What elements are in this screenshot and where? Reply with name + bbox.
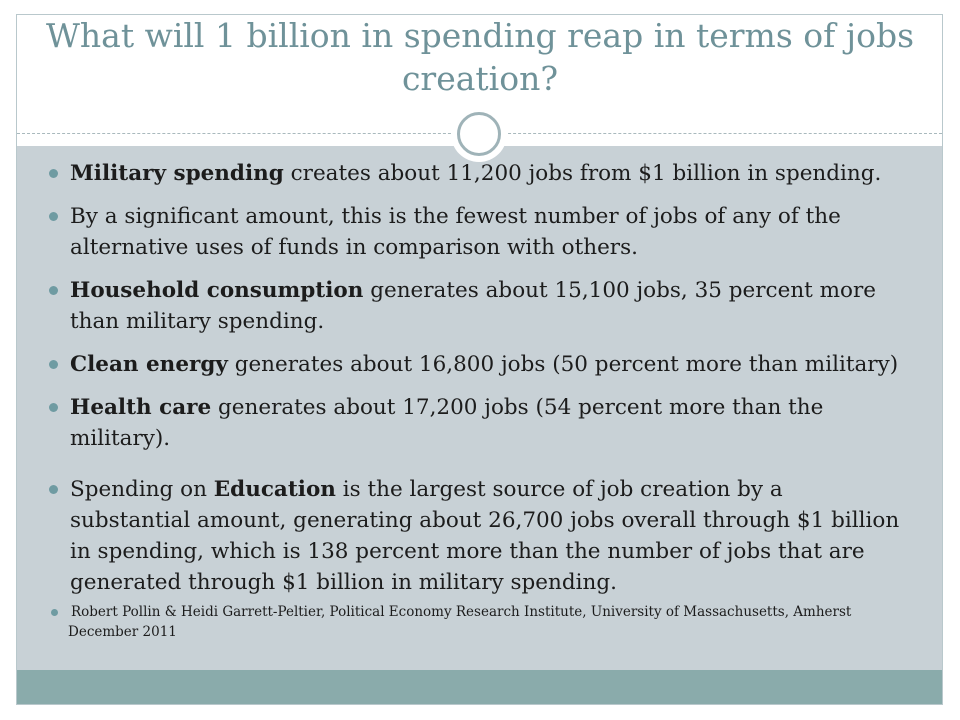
bullet-text: generates about 15,100 jobs, 35 percent more than military spending. bbox=[70, 278, 876, 334]
bullet-text: By a significant amount, this is the fewest number of jobs of any of the alternative uses of funds in comparison with others. bbox=[70, 204, 841, 260]
bullet-health-care bbox=[0, 392, 900, 454]
bullet-list bbox=[0, 158, 900, 642]
source-line-1: Robert Pollin & Heidi Garrett-Peltier, Political Economy Research Institute, University of Massachusetts, Amherst bbox=[71, 604, 852, 620]
bullet-bold: Military spending bbox=[70, 161, 284, 186]
slide-title: What will 1 billion in spending reap in terms of jobs creation? bbox=[45, 16, 915, 98]
source-citation bbox=[0, 602, 900, 642]
bullet-text: generates about 16,800 jobs (50 percent more than military) bbox=[227, 352, 899, 377]
bullet-bold: Clean energy bbox=[70, 352, 228, 377]
bullet-household bbox=[0, 275, 900, 337]
bullet-military bbox=[0, 158, 900, 189]
bullet-bold: Household consumption bbox=[70, 278, 364, 303]
bullet-text: Spending on bbox=[70, 477, 214, 502]
footer-band bbox=[17, 670, 942, 704]
bullet-bold: Education bbox=[213, 477, 336, 502]
bullet-text: generates about 17,200 jobs (54 percent more than the military). bbox=[70, 395, 824, 451]
bullet-clean-energy bbox=[0, 349, 900, 380]
bullet-fewest-jobs bbox=[0, 201, 900, 263]
circle-ornament-icon bbox=[451, 106, 507, 162]
bullet-text: creates about 11,200 jobs from $1 billion in spending. bbox=[283, 161, 882, 186]
bullet-bold: Health care bbox=[70, 395, 212, 420]
bullet-education bbox=[0, 474, 900, 598]
bullet-text: is the largest source of job creation by a substantial amount, generating about 26,700 jobs overall through $1 billion in spending, which is 138 percent more than the number of jobs that are generated through $1 billion in military spending. bbox=[70, 477, 900, 595]
source-line-2: December 2011 bbox=[68, 624, 177, 640]
